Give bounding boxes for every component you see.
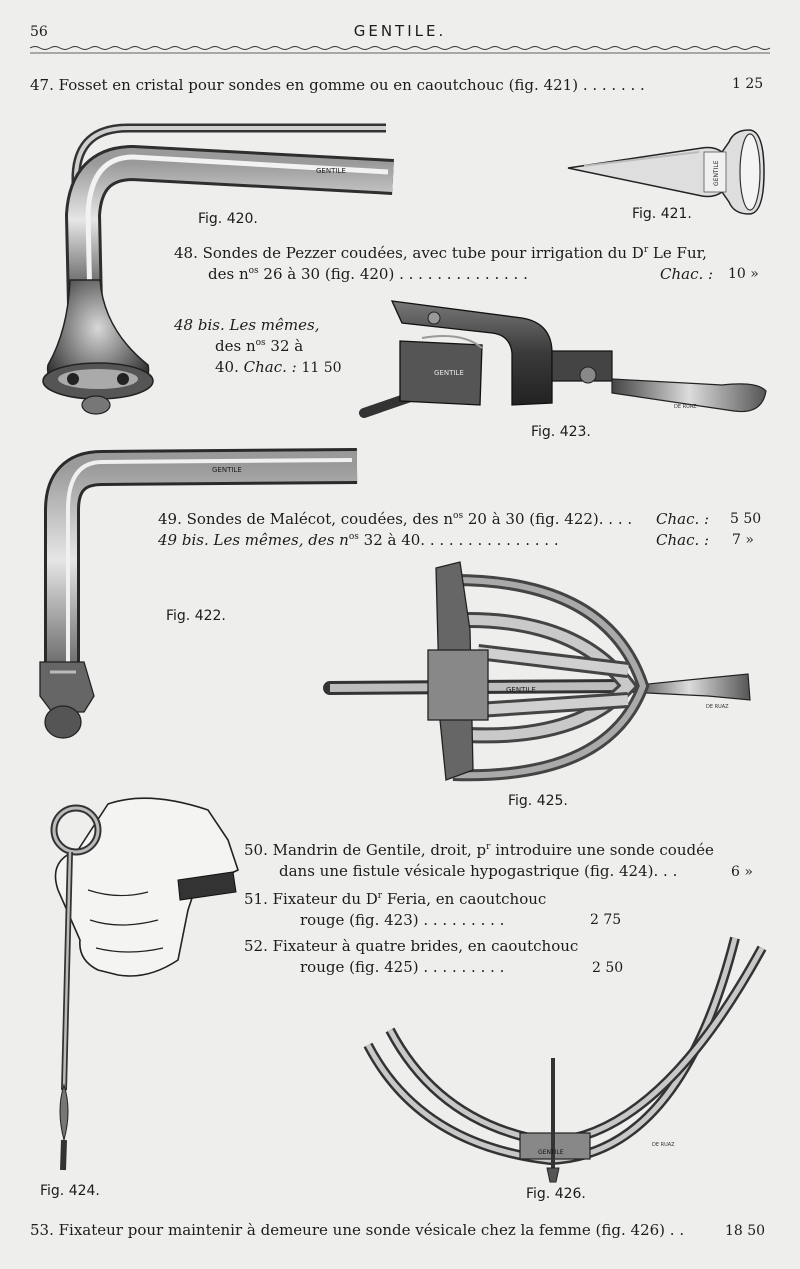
item-49-leader: . . .: [603, 510, 633, 528]
item-48-price: 10 »: [728, 266, 759, 282]
figure-426-caption: Fig. 426.: [526, 1186, 586, 1202]
gentile-mark-423: GENTILE: [434, 369, 464, 377]
malecot-catheter-illustration: [32, 450, 362, 745]
item-48-text-d: 26 à 30 (fig. 420): [258, 265, 395, 283]
item-49bis-leader: . . . . . . . . . . . . . .: [425, 531, 559, 549]
item-52-text-b: rouge (fig. 425): [300, 958, 419, 976]
item-49-text-b: 20 à 30 (fig. 422).: [463, 510, 604, 528]
item-51-price: 2 75: [590, 912, 622, 928]
figure-420-caption: Fig. 420.: [198, 211, 258, 227]
item-50-line2: [279, 862, 677, 880]
item-49-text-a: 49. Sondes de Malécot, coudées, des n: [158, 510, 454, 528]
item-48bis-sup: os: [255, 338, 266, 348]
item-47-text: [30, 76, 645, 94]
item-51-text-a: 51. Fixateur du D: [244, 890, 378, 908]
figure-424-caption: Fig. 424.: [40, 1183, 100, 1199]
figure-423-caption: Fig. 423.: [531, 424, 591, 440]
item-49bis-price: 7 »: [732, 532, 754, 548]
item-48-sup-b: os: [248, 266, 259, 276]
item-47-leader: . . . . . . .: [578, 76, 645, 94]
gentile-mark-422: GENTILE: [212, 466, 242, 474]
gentile-mark-420: GENTILE: [316, 167, 346, 175]
item-48bis-chac: Chac. :: [243, 358, 297, 376]
item-51-text-c: rouge (fig. 423): [300, 911, 419, 929]
engraver-mark-425: DE RUAZ: [706, 704, 729, 710]
female-catheter-fixator-illustration: [360, 930, 770, 1185]
item-48bis-text-c: 32 à: [265, 337, 304, 355]
item-50-line1: [244, 841, 714, 859]
item-52-price: 2 50: [592, 960, 624, 976]
item-48bis-text-d: 40.: [215, 358, 239, 376]
item-48-text-b: Le Fur,: [648, 244, 707, 262]
header-wavy-rule: [30, 44, 770, 56]
item-50-text-c: dans une fistule vésicale hypogastrique (fig. 424).: [279, 862, 659, 880]
engraver-mark-426: DE RUAZ: [652, 1142, 675, 1148]
item-49-line: [158, 510, 632, 528]
item-48bis-price: 11 50: [301, 360, 342, 376]
gentile-mark-425: GENTILE: [506, 686, 536, 694]
item-53-leader: . .: [665, 1221, 685, 1239]
item-47-price: 1 25: [732, 76, 764, 92]
gentile-mark-426: GENTILE: [538, 1149, 564, 1156]
gentile-mandrin-illustration: [28, 780, 248, 1180]
item-50-text-b: introduire une sonde coudée: [490, 841, 714, 859]
item-49-sup: os: [453, 511, 464, 521]
item-49bis-line: [158, 531, 559, 549]
item-48bis-text-b: des n: [215, 337, 256, 355]
item-49bis-chac: Chac. :: [656, 531, 710, 549]
item-53-text: 53. Fixateur pour maintenir à demeure une sonde vésicale chez la femme (fig. 426): [30, 1221, 666, 1239]
four-strap-fixator-illustration: [328, 560, 753, 785]
gentile-mark-421: GENTILE: [713, 160, 720, 186]
figure-425-caption: Fig. 425.: [508, 793, 568, 809]
item-48bis-line3: [215, 358, 342, 376]
item-51-sup: r: [377, 891, 383, 901]
item-50-text-a: 50. Mandrin de Gentile, droit, p: [244, 841, 487, 859]
item-50-sup: r: [486, 842, 491, 852]
item-48-line2: [208, 265, 528, 283]
item-48-text-c: des n: [208, 265, 249, 283]
item-52-leader: . . . . . . . . .: [418, 958, 505, 976]
item-50-leader: . .: [658, 862, 678, 880]
item-49-chac: Chac. :: [656, 510, 710, 528]
item-48bis-line2: [215, 337, 303, 355]
item-50-price: 6 »: [731, 864, 753, 880]
glass-funnel-illustration: [564, 128, 769, 216]
item-51-text-b: Feria, en caoutchouc: [382, 890, 547, 908]
item-49bis-text-b: 32 à 40.: [358, 531, 426, 549]
item-53-line: [30, 1221, 684, 1239]
page-number: 56: [30, 24, 48, 40]
item-52-text: 52. Fixateur à quatre brides, en caoutchouc: [244, 937, 579, 955]
item-51-leader: . . . . . . . . .: [418, 911, 505, 929]
item-51-line2: [300, 911, 504, 929]
item-48-leader: . . . . . . . . . . . . . .: [394, 265, 528, 283]
item-49-price: 5 50: [730, 511, 762, 527]
figure-422-caption: Fig. 422.: [166, 608, 226, 624]
item-48-line1: [174, 244, 707, 262]
engraver-mark-423: DE RUAZ: [674, 404, 697, 410]
item-48bis-line1: [174, 316, 319, 334]
figure-421-caption: Fig. 421.: [632, 206, 692, 222]
item-48-sup-a: r: [643, 245, 649, 255]
item-48-chac: Chac. :: [660, 265, 714, 283]
item-53-price: 18 50: [725, 1223, 766, 1239]
item-47-description: 47. Fosset en cristal pour sondes en gomme ou en caoutchouc (fig. 421): [30, 76, 579, 94]
item-48-text-a: 48. Sondes de Pezzer coudées, avec tube pour irrigation du D: [174, 244, 644, 262]
item-49bis-text-a: 49 bis. Les mêmes, des n: [158, 531, 349, 549]
item-49bis-sup: os: [348, 532, 359, 542]
feria-fixator-illustration: [362, 293, 770, 423]
item-48bis-text-a: 48 bis. Les mêmes,: [174, 316, 320, 334]
page-title: GENTILE.: [353, 22, 447, 40]
item-51-line1: [244, 890, 546, 908]
